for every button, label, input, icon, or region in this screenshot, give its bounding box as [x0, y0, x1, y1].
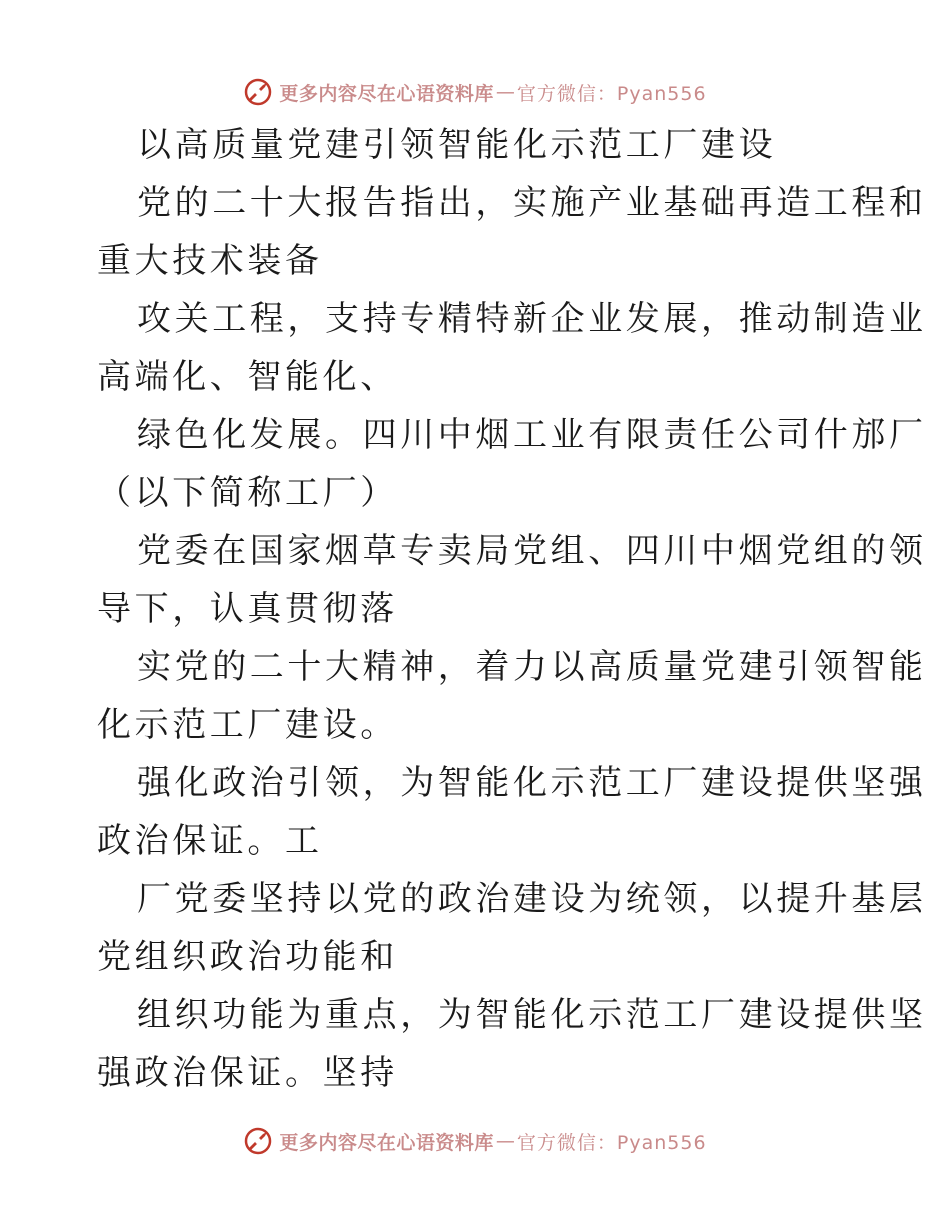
- paragraph-line: 党的二十大报告指出，实施产业基础再造工程和: [137, 183, 927, 223]
- paragraph-line: 强政治保证。坚持: [97, 1053, 398, 1093]
- footer-watermark: [0, 1121, 950, 1161]
- paragraph-line: 重大技术装备: [97, 241, 323, 281]
- paragraph-line: 厂党委坚持以党的政治建设为统领，以提升基层: [137, 879, 927, 919]
- document-title: 以高质量党建引领智能化示范工厂建设: [137, 125, 777, 165]
- paragraph-line: 强化政治引领，为智能化示范工厂建设提供坚强: [137, 763, 927, 803]
- paragraph-line: 化示范工厂建设。: [97, 705, 398, 745]
- watermark-text: 更多内容尽在心语资料库: [279, 82, 494, 105]
- watermark-contact: 官方微信：Pyan556: [516, 82, 707, 105]
- paragraph-line: 绿色化发展。四川中烟工业有限责任公司什邡厂: [137, 415, 927, 455]
- watermark-text: 更多内容尽在心语资料库: [279, 1131, 494, 1154]
- paragraph-line: 党委在国家烟草专卖局党组、四川中烟党组的领: [137, 531, 927, 571]
- paragraph-line: 组织功能为重点，为智能化示范工厂建设提供坚: [137, 995, 927, 1035]
- paragraph-line: 高端化、智能化、: [97, 357, 398, 397]
- brand-logo-icon: [243, 1126, 273, 1156]
- paragraph-line: 导下，认真贯彻落: [97, 589, 398, 629]
- watermark-separator: —: [495, 1130, 515, 1152]
- paragraph-line: 党组织政治功能和: [97, 937, 398, 977]
- document-body: [97, 116, 927, 1102]
- header-watermark: [0, 72, 950, 112]
- paragraph-line: 实党的二十大精神，着力以高质量党建引领智能: [137, 647, 927, 687]
- paragraph-line: 政治保证。工: [97, 821, 323, 861]
- paragraph-line: 攻关工程，支持专精特新企业发展，推动制造业: [137, 299, 927, 339]
- watermark-contact: 官方微信：Pyan556: [516, 1131, 707, 1154]
- paragraph-line: （以下简称工厂）: [97, 473, 398, 513]
- brand-logo-icon: [243, 77, 273, 107]
- watermark-separator: —: [495, 81, 515, 103]
